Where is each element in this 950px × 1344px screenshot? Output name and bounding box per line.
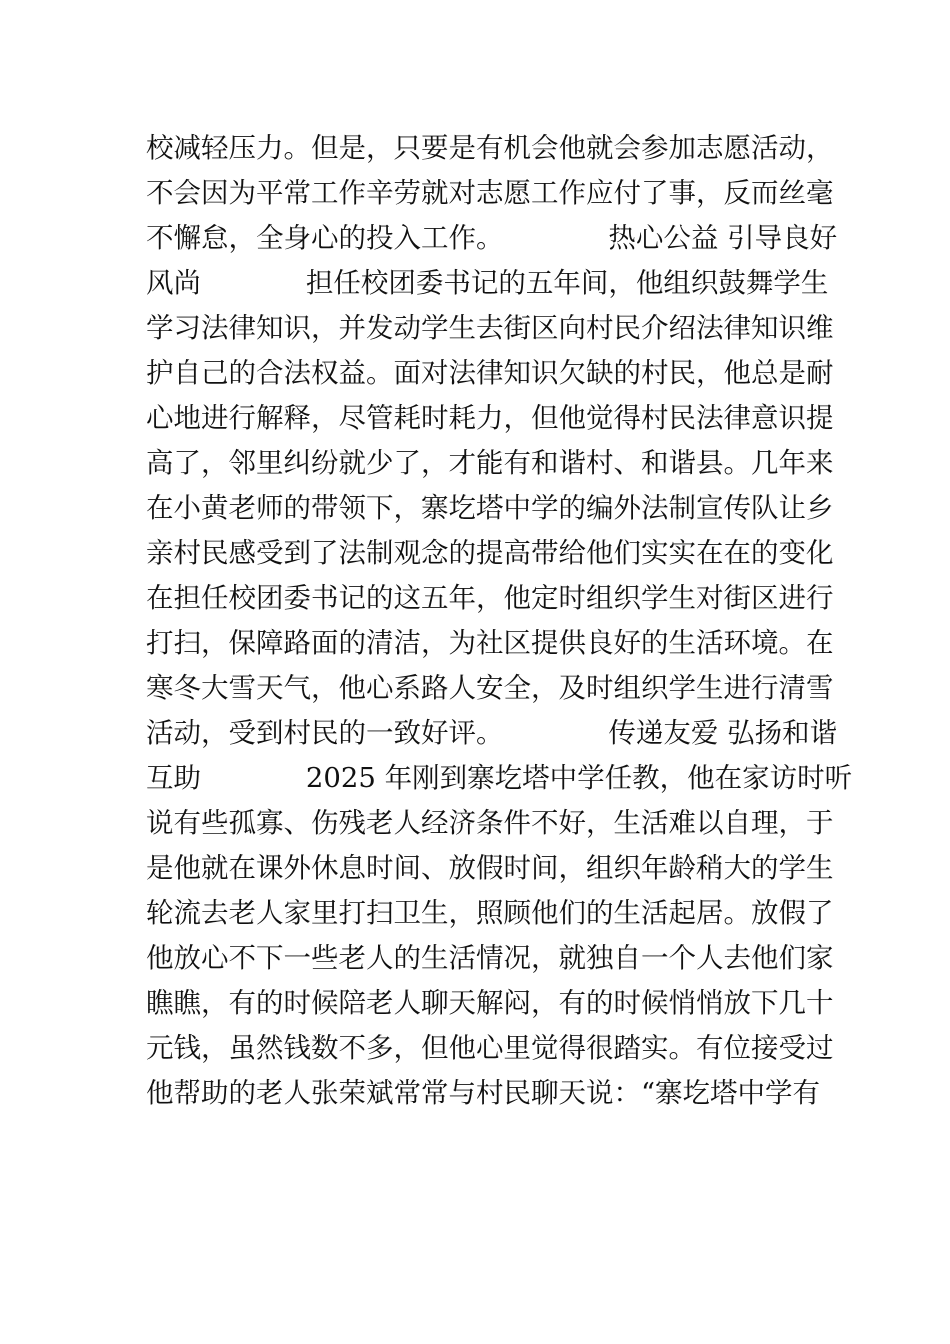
- text-line: 瞧瞧，有的时候陪老人聊天解闷，有的时候悄悄放下几十: [146, 987, 834, 1019]
- text-line: 护自己的合法权益。面对法律知识欠缺的村民，他总是耐: [146, 357, 834, 389]
- text-line: 高了，邻里纠纷就少了，才能有和谐村、和谐县。几年来: [146, 447, 834, 479]
- text-line: 他帮助的老人张荣斌常常与村民聊天说：“寨圪塔中学有: [146, 1077, 821, 1109]
- text-line: 在小黄老师的带领下，寨圪塔中学的编外法制宣传队让乡: [146, 492, 834, 524]
- text-line: 互助 2025 年刚到寨圪塔中学任教，他在家访时听: [146, 762, 853, 794]
- text-line: 在担任校团委书记的这五年，他定时组织学生对街区进行: [146, 582, 834, 614]
- text-line: 心地进行解释，尽管耗时耗力，但他觉得村民法律意识提: [146, 402, 834, 434]
- text-line: 说有些孤寡、伤残老人经济条件不好，生活难以自理，于: [146, 807, 834, 839]
- text-line: 是他就在课外休息时间、放假时间，组织年龄稍大的学生: [146, 852, 834, 884]
- text-line: 风尚 担任校团委书记的五年间，他组织鼓舞学生: [146, 267, 829, 299]
- text-line: 不懈怠，全身心的投入工作。 热心公益 引导良好: [146, 222, 838, 254]
- text-line: 亲村民感受到了法制观念的提高带给他们实实在在的变化: [146, 537, 834, 569]
- text-line: 学习法律知识，并发动学生去街区向村民介绍法律知识维: [146, 312, 834, 344]
- text-line: 元钱，虽然钱数不多，但他心里觉得很踏实。有位接受过: [146, 1032, 834, 1064]
- text-line: 校减轻压力。但是，只要是有机会他就会参加志愿活动，: [146, 132, 834, 164]
- text-line: 打扫，保障路面的清洁，为社区提供良好的生活环境。在: [146, 627, 834, 659]
- text-line: 寒冬大雪天气，他心系路人安全，及时组织学生进行清雪: [146, 672, 834, 704]
- text-line: 不会因为平常工作辛劳就对志愿工作应付了事，反而丝毫: [146, 177, 834, 209]
- text-line: 他放心不下一些老人的生活情况，就独自一个人去他们家: [146, 942, 834, 974]
- body-text: [146, 126, 853, 1116]
- text-line: 轮流去老人家里打扫卫生，照顾他们的生活起居。放假了: [146, 897, 834, 929]
- text-line: 活动，受到村民的一致好评。 传递友爱 弘扬和谐: [146, 717, 838, 749]
